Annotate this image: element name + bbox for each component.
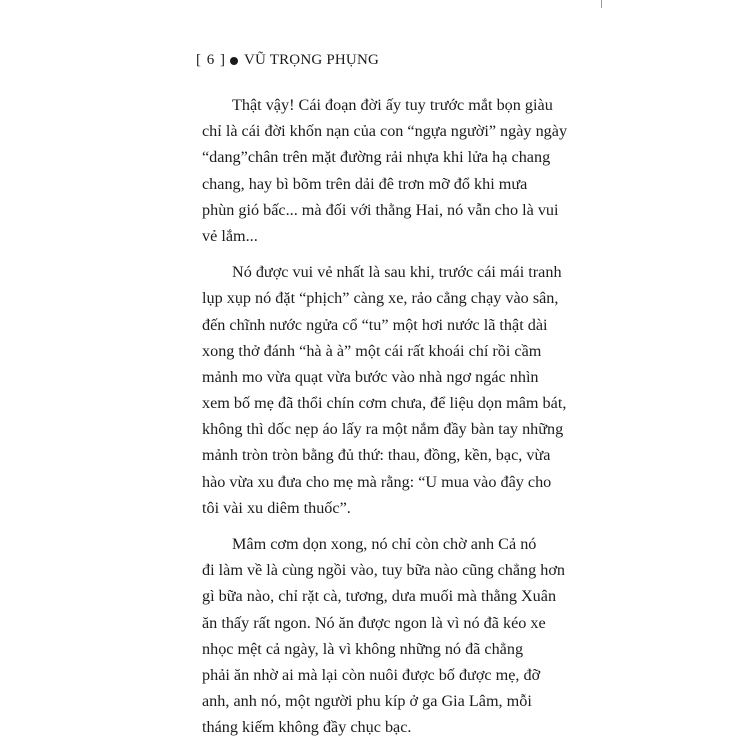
paragraph xyxy=(202,531,574,741)
text-line: Mâm cơm dọn xong, nó chỉ còn chờ anh Cả nó xyxy=(232,535,537,553)
body-text xyxy=(202,92,574,750)
text-line: xong thở đánh “hà à à” một cái rất khoái chí rồi cầm xyxy=(202,341,542,360)
text-line: hào vừa xu đưa cho mẹ mà rằng: “U mua vào đây cho xyxy=(202,472,552,491)
text-line: Thật vậy! Cái đoạn đời ấy tuy trước mắt bọn giàu xyxy=(232,96,553,114)
text-line: vẻ lắm... xyxy=(202,226,258,245)
text-line: lụp xụp nó đặt “phịch” càng xe, rảo cẳng chạy vào sân, xyxy=(202,289,559,308)
text-line: chang, hay bì bõm trên dải đê trơn mỡ đổ khi mưa xyxy=(202,174,528,193)
text-line: “dang”chân trên mặt đường rải nhựa khi lửa hạ chang xyxy=(202,148,551,167)
paragraph xyxy=(202,92,574,249)
text-line: mảnh tròn tròn bằng đủ thứ: thau, đồng, kền, bạc, vừa xyxy=(202,446,551,465)
text-line: đến chĩnh nước ngửa cổ “tu” một hơi nước lã thật dài xyxy=(202,315,548,334)
text-line: Nó được vui vẻ nhất là sau khi, trước cái mái tranh xyxy=(232,263,562,282)
text-line: mảnh mo vừa quạt vừa bước vào nhà ngơ ngác nhìn xyxy=(202,367,539,386)
text-line: phải ăn nhờ ai mà lại còn nuôi được bố được mẹ, đỡ xyxy=(202,665,541,684)
bullet-icon xyxy=(230,57,238,65)
text-line: ăn thấy rất ngon. Nó ăn được ngon là vì nó đã kéo xe xyxy=(202,613,546,632)
text-line: phùn gió bấc... mà đối với thằng Hai, nó vẫn cho là vui xyxy=(202,200,559,219)
text-line: gì bữa nào, chỉ rặt cà, tương, dưa muối mà thằng Xuân xyxy=(202,587,557,606)
text-line: tháng kiếm không đầy chục bạc. xyxy=(202,718,412,737)
text-line: nhọc mệt cả ngày, là vì không những nó đã chẳng xyxy=(202,639,524,658)
page-number: [ 6 ] xyxy=(196,52,226,68)
author-name: VŨ TRỌNG PHỤNG xyxy=(244,52,380,68)
paragraph xyxy=(202,259,574,521)
page-edge-mark xyxy=(601,0,602,8)
text-line: đi làm về là cùng ngồi vào, tuy bữa nào cũng chẳng hơn xyxy=(202,561,566,580)
text-line: không thì dốc nẹp áo lấy ra một nắm đầy bàn tay những xyxy=(202,420,564,439)
text-line: xem bố mẹ đã thổi chín cơm chưa, để liệu dọn mâm bát, xyxy=(202,394,567,413)
text-line: anh, anh nó, một người phu kíp ở ga Gia Lâm, mỗi xyxy=(202,692,532,711)
text-line: chỉ là cái đời khốn nạn của con “ngựa người” ngày ngày xyxy=(202,122,568,141)
running-header xyxy=(196,52,379,69)
text-line: tôi vài xu diêm thuốc”. xyxy=(202,498,351,517)
